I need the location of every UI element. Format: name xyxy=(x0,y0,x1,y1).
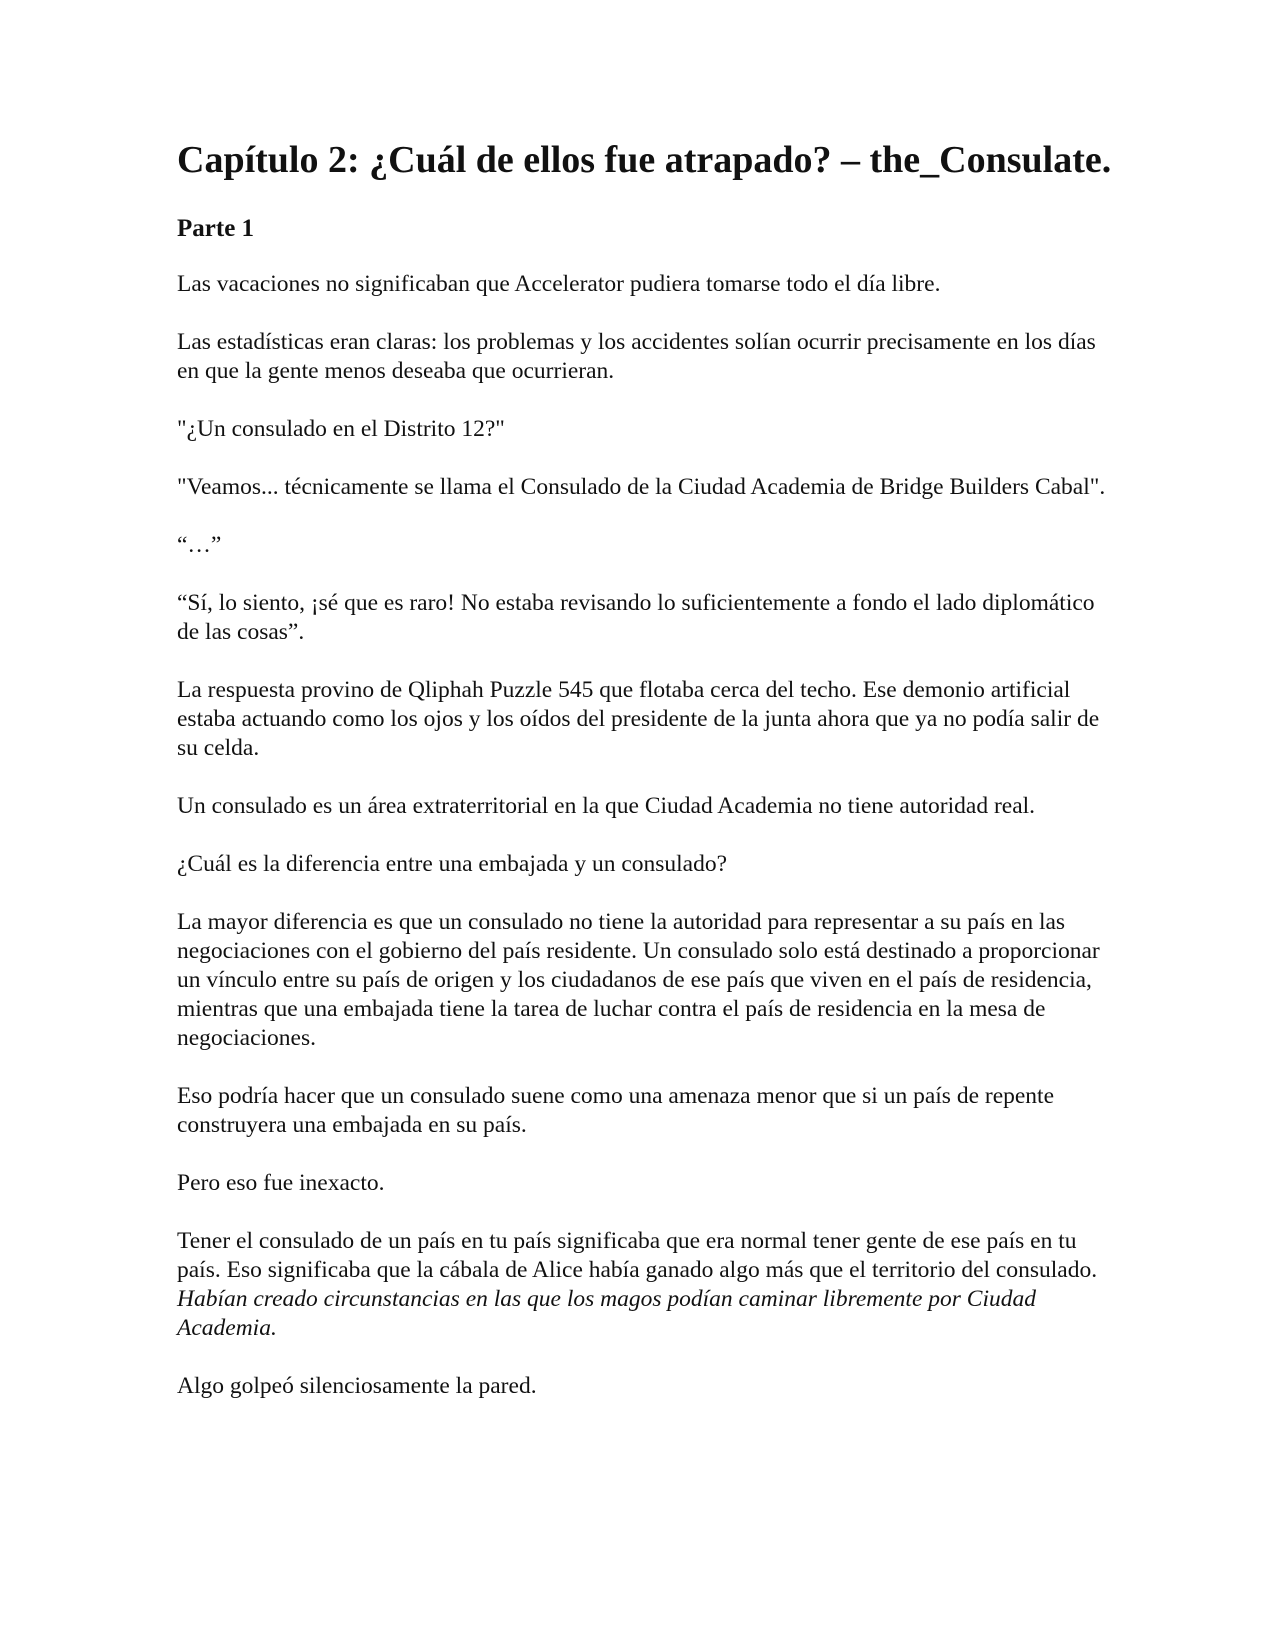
paragraph: “…” xyxy=(177,532,222,558)
paragraph: Un consulado es un área extraterritorial en la que Ciudad Academia no tiene autoridad real. xyxy=(177,793,1036,819)
paragraph: Las vacaciones no significaban que Accelerator pudiera tomarse todo el día libre. xyxy=(177,271,941,297)
section-heading: Parte 1 xyxy=(177,215,255,242)
document-page xyxy=(177,138,1112,1430)
paragraph: Las estadísticas eran claras: los problemas y los accidentes solían ocurrir precisamente en los días en que la gente menos deseaba que ocurrieran. xyxy=(177,329,1096,384)
paragraph: Eso podría hacer que un consulado suene como una amenaza menor que si un país de repente construyera una embajada en su país. xyxy=(177,1083,1055,1138)
paragraph: Algo golpeó silenciosamente la pared. xyxy=(177,1373,537,1399)
paragraph-plain-text: Tener el consulado de un país en tu país significaba que era normal tener gente de ese país en tu país. Eso significaba que la cábala de Alice había ganado algo más que el territorio del consulado. xyxy=(177,1228,1098,1283)
paragraph: Pero eso fue inexacto. xyxy=(177,1170,385,1196)
paragraph: "Veamos... técnicamente se llama el Consulado de la Ciudad Academia de Bridge Builders Cabal". xyxy=(177,474,1106,500)
paragraph-italic-text: Habían creado circunstancias en las que los magos podían caminar libremente por Ciudad Academia. xyxy=(177,1286,1036,1341)
paragraph: “Sí, lo siento, ¡sé que es raro! No estaba revisando lo suficientemente a fondo el lado diplomático de las cosas”. xyxy=(177,590,1095,645)
paragraph-mixed xyxy=(177,1227,1107,1343)
chapter-title: Capítulo 2: ¿Cuál de ellos fue atrapado? – the_Consulate. xyxy=(177,139,1112,181)
paragraph: "¿Un consulado en el Distrito 12?" xyxy=(177,416,505,442)
paragraph: La mayor diferencia es que un consulado no tiene la autoridad para representar a su país en las negociaciones con el gobierno del país residente. Un consulado solo está destinado a proporcionar un vínculo entre su país de origen y los ciudadanos de ese país que viven en el país de residencia, mientras que una embajada tiene la tarea de luchar contra el país de residencia en la mesa de negociaciones. xyxy=(177,909,1100,1051)
paragraph: La respuesta provino de Qliphah Puzzle 545 que flotaba cerca del techo. Ese demonio artificial estaba actuando como los ojos y los oídos del presidente de la junta ahora que ya no podía salir de su celda. xyxy=(177,677,1100,761)
paragraph: ¿Cuál es la diferencia entre una embajada y un consulado? xyxy=(177,851,728,877)
